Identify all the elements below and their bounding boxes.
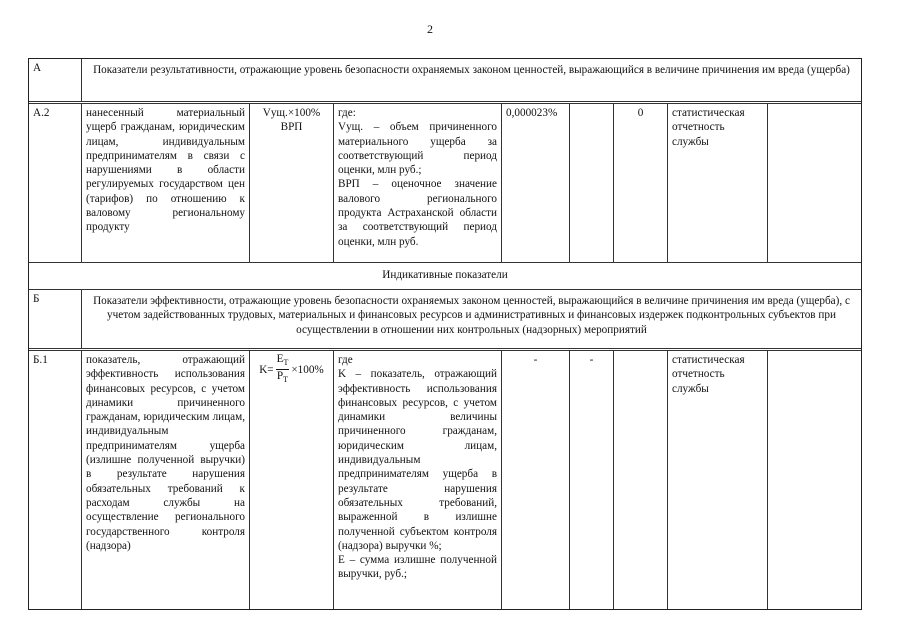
row-b1-col9: [767, 351, 861, 609]
section-b-row: [29, 289, 861, 348]
row-b1-code: Б.1: [33, 354, 48, 366]
row-b1-col7: [613, 351, 667, 609]
row-b1-value: -: [501, 351, 569, 609]
row-b1-explanation: где K – показатель, отражающий эффективность использования финансовых ресурсов, с учетом динамики величины причиненного гражданам, юридическим лицам, индивидуальным предпринимателям ущерба в результате нарушения обязательных требований, выраженной в излишне полученной субъектом контроля (надзора) выручки %; Е – сумма излишне полученной выручки, руб.;: [333, 351, 501, 609]
row-a2-col7: 0: [613, 104, 667, 262]
row-b1: [29, 348, 861, 609]
indicative-title: Индикативные показатели: [382, 269, 508, 281]
row-b1-formula-den-symbol: P: [276, 370, 284, 383]
row-b1-formula-denominator: [277, 370, 288, 386]
row-b1-name: показатель, отражающий эффективность использования финансовых ресурсов, с учетом динамики причиненного гражданам, юридическим лицам, индивидуальным предпринимателям ущерба (излишне полученной выручки) в результате нарушения обязательных требований к расходам службы на осуществление регионального государственного контроля (надзора): [81, 351, 249, 609]
row-b1-formula-den-sub: T: [283, 375, 289, 385]
row-a2: [29, 101, 861, 262]
indicators-table: [28, 58, 862, 610]
row-b1-formula-fraction: [276, 353, 290, 386]
row-a2-formula-numerator: Vущ.×100%: [262, 107, 321, 119]
row-a2-formula-denominator: ВРП: [280, 121, 303, 134]
section-a-row: [29, 59, 861, 101]
row-a2-explanation: где: Vущ. – объем причиненного материального ущерба за соответствующий период оценки, млн руб.; ВРП – оценочное значение валового регионального продукта Астраханской области за соответствующий период оценки, млн руб.: [333, 104, 501, 262]
row-b1-formula-expr: [259, 353, 324, 386]
section-a-title: Показатели результативности, отражающие уровень безопасности охраняемых законом ценностей, выражающийся в величине причинения им вреда (ущерба): [81, 59, 861, 101]
row-b1-formula-lhs: K=: [259, 363, 274, 376]
row-a2-formula: [249, 104, 333, 262]
row-a2-col9: [767, 104, 861, 262]
page-number: 2: [427, 22, 433, 36]
indicative-row: [29, 262, 861, 289]
row-b1-formula-num-sub: T: [283, 358, 289, 368]
section-b-title: Показатели эффективности, отражающие уровень безопасности охраняемых законом ценностей, выражающийся в величине причинения им вреда (ущерба), с учетом задействованных трудовых, материальных и финансовых ресурсов и административных и финансовых издержек подконтрольных субъектов при осуществлении в отношении них контрольных (надзорных) мероприятий: [81, 290, 861, 348]
section-b-code: Б: [33, 293, 40, 305]
section-a-code: А: [33, 62, 42, 74]
row-a2-name: нанесенный материальный ущерб гражданам, юридическим лицам, индивидуальным предпринимателям в связи с нарушениями в области регулируемых государством цен (тарифов) по отношению к валовому региональному продукту: [81, 104, 249, 262]
row-a2-col6: [569, 104, 613, 262]
row-b1-formula-num-symbol: E: [276, 353, 284, 365]
row-b1-formula: [249, 351, 333, 609]
row-b1-col6: -: [569, 351, 613, 609]
row-a2-code: А.2: [33, 107, 50, 119]
row-a2-value: 0,000023%: [501, 104, 569, 262]
row-b1-formula-numerator: [276, 353, 290, 370]
row-b1-source: статистическая отчетность службы: [667, 351, 767, 609]
row-b1-formula-tail: ×100%: [291, 363, 324, 376]
row-a2-source: статистическая отчетность службы: [667, 104, 767, 262]
